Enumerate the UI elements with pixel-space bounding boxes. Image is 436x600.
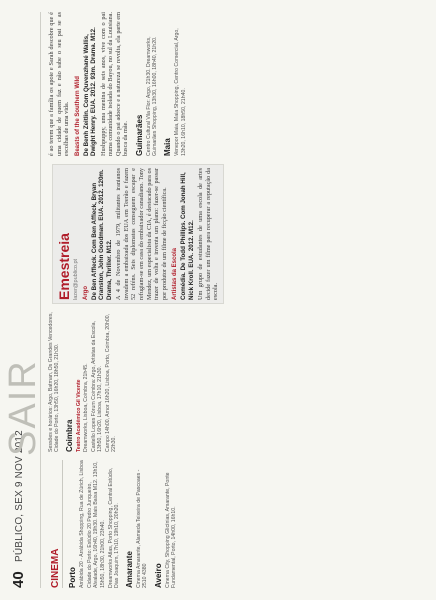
city-maia: Maia (163, 138, 173, 156)
aveiro-listing: Cinema City, Shopping Glicínias, Amarante, Ponte Fundamental, Porto, 14h00, 16h10. (164, 472, 177, 588)
section-title: SAIR (2, 359, 44, 456)
page-number: 40 (10, 571, 27, 588)
film2-synopsis: Um grupo de estudantes de uma escola de artes decide fazer um filme para recuperar a reputação da escola. (197, 168, 220, 300)
cinema-section-heading: CINEMA (50, 460, 63, 588)
film1-title: Argo (83, 286, 89, 300)
city-amarante: Amarante (125, 551, 135, 588)
coimbra-listing-1: Dreamworks, Lisboa, Coimbra, 21h45. (82, 363, 89, 452)
column-3 (48, 164, 430, 304)
coimbra-listing-2: Castello Lopes Fórum Coimbra: Argo, Artistas da Escola, 13h50, 16h20, Lisboa, 17h10, 21h30. (90, 321, 104, 452)
maia-listing: Venepor Maia, Maia Shopping, Centro Comercial, Argo, 13h20, 16h10, 18h50, 21h40. (174, 28, 187, 156)
film2-title: Artistas da Escola (172, 247, 179, 300)
film1-credits: De Ben Affleck. Com Ben Affleck, Bryan Cranston, John Goodman. EUA. 2012. 120m. Drama, Thriller. M12. (91, 169, 113, 300)
city-aveiro: Aveiro (153, 563, 163, 588)
city-porto: Porto (68, 567, 77, 588)
city-guimaraes: Guimarães (134, 114, 144, 156)
coimbra-venue: Teatro Académico Gil Vicente (76, 379, 83, 452)
publication-dateline: PÚBLICO, SEX 9 NOV 2012 (14, 430, 25, 562)
porto-listing-1: Arrábida 20 - Arrábida Shopping, Rua de Zürich, Lisboa (79, 460, 85, 588)
premiere-title: Emestreia (56, 233, 72, 300)
column-1 (48, 460, 430, 588)
coimbra-listing-3: Campo 14h00, Amor 16h20, Lisboa, Porto, Coimbra, 20h00, 22h30. (105, 313, 118, 452)
film3-synopsis: Hushpuppy, uma menina de seis anos, vive com o pai numa comunidade isolada do Bayou, no sul da Louisiana. Quando o pai adoece e a natureza se revolta, ela parte em busca da mãe. (99, 12, 130, 156)
col4-intro: é ao terem que a família os apoie e Sarah descobre que é uma cidade de quem faz e não sabe o seu pai se as escolhas de uma vida. (48, 12, 71, 156)
porto-listing-3: Dreamworks Atlas, Porto Shopping, Central Estúdio, Dias Joaquim, 17h10, 19h10, 20h20. (107, 467, 121, 588)
col2-intro: Sessões e horários: Argo, Batman, Os Grandes Vencedores, Cidade do Porto, 13h50, 16h20, 18h50, 21h30. (48, 312, 61, 452)
column-2 (48, 312, 430, 452)
film3-title: Beasts of the Southern Wild (74, 76, 81, 156)
page-header (2, 12, 44, 588)
amarante-listing: Cinema Amarante, Alameda Teixeira de Pascoaes - 2510 4380 (136, 469, 149, 588)
film1-synopsis: A 4 de Novembro de 1979, militantes iranianos invadem a embaixada dos EUA em Teerão e fazem 52 reféns. Seis diplomatas conseguem escapar e refugiam-se em casa do embaixador canadiano. Tony Mendez, um especialista da CIA, é destacado para os trazer de volta e inventa um plano: fazer-se passar por produtor de um filme de ficção científica. (115, 168, 168, 300)
film3-credits: De Benh Zeitlin. Com Quvenzhané Wallis, Dwight Henry. EUA. 2012. 93m. Drama. M12. (82, 27, 98, 156)
guimaraes-listing: Centro Cultural Vila Flor: Argo, 21h30. Dreamworks, Guimarães Shopping, 13h30, 16h00, 18h40, 21h20. (145, 36, 159, 156)
porto-listing-2: Cidade do Porto: Estúdio 20 Pedro Junqueiro, Alvalade, Argo, 16h40, 19h30. Mais Baixa M12. 13h10, 15h50, 18h30, 21h00, 23h40. (87, 461, 106, 588)
premiere-byline: lazer@publico.pt (73, 258, 79, 300)
city-coimbra: Coimbra (65, 419, 75, 452)
premiere-box (52, 164, 224, 304)
column-4 (48, 12, 430, 156)
film2-credits: Comédia. De Todd Phillips. Com Jonah Hill, Nick Kroll. EUA. 2012. M12. (180, 172, 195, 300)
